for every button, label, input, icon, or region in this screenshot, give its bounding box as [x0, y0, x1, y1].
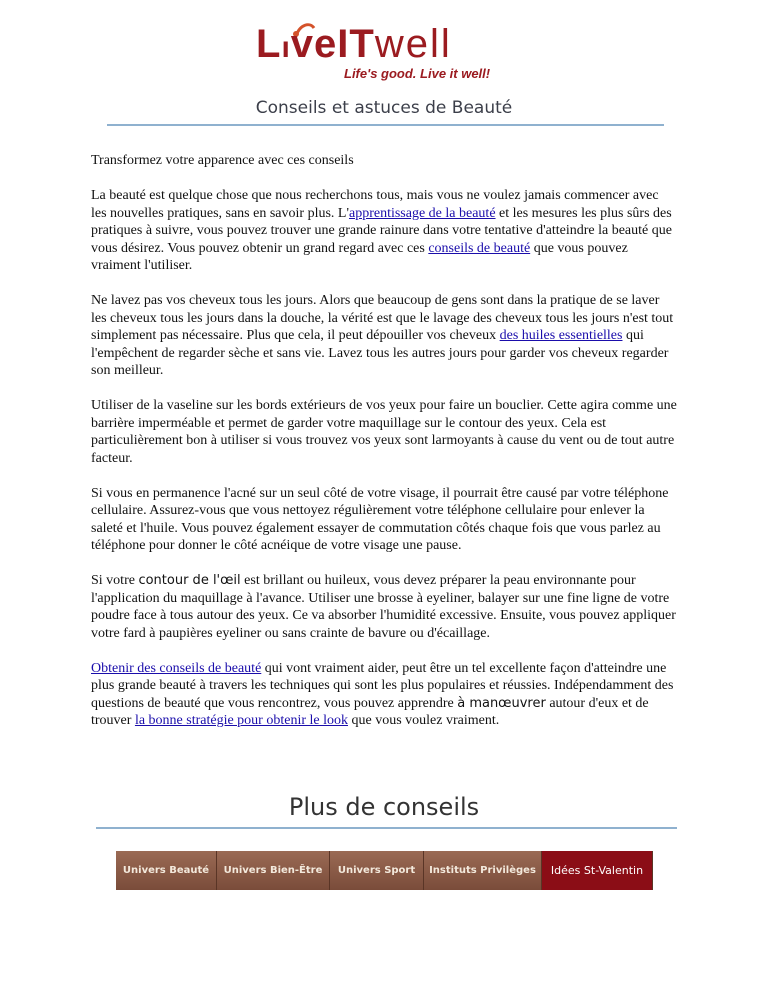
p6-manoeuvrer-text: à manœuvrer [457, 695, 546, 711]
link-conseils-beaute[interactable]: conseils de beauté [428, 240, 531, 256]
page-title: Conseils et astuces de Beauté [255, 98, 513, 118]
more-tips-heading: Plus de conseils [288, 793, 480, 821]
title-divider [107, 124, 664, 126]
p6-text-c: que vous voulez vraiment. [348, 713, 500, 728]
p5-contour-text: contour de l'œil [138, 573, 241, 588]
logo-wordmark: LıveITwell [256, 22, 452, 66]
link-obtenir-conseils[interactable]: Obtenir des conseils de beauté [91, 660, 262, 676]
link-apprentissage-beaute[interactable]: apprentissage de la beauté [348, 205, 496, 221]
brand-logo [256, 22, 516, 92]
p1-text-c: que vous pouvez vraiment l'utiliser. [91, 240, 628, 273]
intro-paragraph: Transformez votre apparence avec ces conseils [91, 153, 354, 168]
nav-idees-st-valentin[interactable]: Idées St-Valentin [542, 851, 653, 890]
p1-text-a: La beauté est quelque chose que nous recherchons tous, mais vous ne voulez jamais commencer avec les nouvelles pratiques, sans en savoir plus. L' [91, 188, 659, 221]
more-divider [96, 827, 677, 829]
paragraph-3: Utiliser de la vaseline sur les bords extérieurs de vos yeux pour faire un bouclier. Cette agira comme une barrière imperméable et permet de garder votre maquillage sur le contour des yeux. Cela est particulièrement bon à utiliser si vous trouvez vos yeux sont larmoyants à cause du vent ou de tout autre facteur. [91, 398, 677, 466]
p2-text-b: qui l'empêchent de regarder sèche et sans vie. Lavez tous les autres jours pour garder vos cheveux regarder son meilleur. [91, 328, 669, 378]
paragraph-1 [91, 187, 677, 275]
p6-text-a: qui vont vraiment aider, peut être un tel excellente façon d'atteindre une plus grande beauté à travers les techniques qui sont les plus populaires et réussies. Indépendamment des questions de beauté que vous rencontrez, vous pouvez apprendre [91, 660, 674, 711]
article-body [91, 152, 677, 747]
category-nav [116, 851, 653, 890]
nav-instituts-privileges[interactable]: Instituts Privilèges [424, 851, 542, 890]
link-huiles-essentielles[interactable]: des huiles essentielles [499, 328, 623, 343]
paragraph-5 [91, 572, 677, 642]
link-bonne-strategie[interactable]: la bonne stratégie pour obtenir le look [134, 713, 348, 728]
paragraph-6 [91, 660, 677, 730]
p5-text-a: Si votre [91, 573, 139, 588]
p2-text-a: Ne lavez pas vos cheveux tous les jours. Alors que beaucoup de gens sont dans la pratique de se laver les cheveux tous les jours dans la douche, la vérité est que le lavage des cheveux tous les jours n'est tout simplement pas nécessaire. Plus que cela, il peut dépouiller vos cheveux [91, 293, 674, 343]
nav-univers-beaute[interactable]: Univers Beauté [116, 851, 217, 890]
p1-text-b: et les mesures les plus sûrs des pratiques à suivre, vous pouvez trouver une grande rainure dans votre tentative d'atteindre la beauté que vous désirez. Vous pouvez obtenir un grand regard avec ces [91, 205, 672, 256]
paragraph-4: Si vous en permanence l'acné sur un seul côté de votre visage, il pourrait être causé par votre téléphone cellulaire. Assurez-vous que vous nettoyez régulièrement votre téléphone cellulaire pour enlever la saleté et l'huile. Vous pouvez également essayer de commutation côtés chaque fois que vous parlez au téléphone pour donner le côté acnéique de votre visage une pause. [91, 485, 669, 553]
p6-text-b: autour d'eux et de trouver [91, 695, 649, 728]
nav-univers-bien-etre[interactable]: Univers Bien-Être [217, 851, 330, 890]
nav-univers-sport[interactable]: Univers Sport [330, 851, 424, 890]
logo-tagline: Life's good. Live it well! [344, 66, 491, 81]
paragraph-2 [91, 292, 677, 380]
p5-text-b: est brillant ou huileux, vous devez préparer la peau environnante pour l'application du maquillage à l'avance. Utiliser une brosse à eyeliner, balayer sur une fine ligne de votre poudre face à tous autour des yeux. Ce va absorber l'humidité excessive. Ensuite, vous pouvez appliquer votre fard à paupières eyeliner ou sans crainte de bavure ou d'écaillage. [91, 573, 676, 641]
